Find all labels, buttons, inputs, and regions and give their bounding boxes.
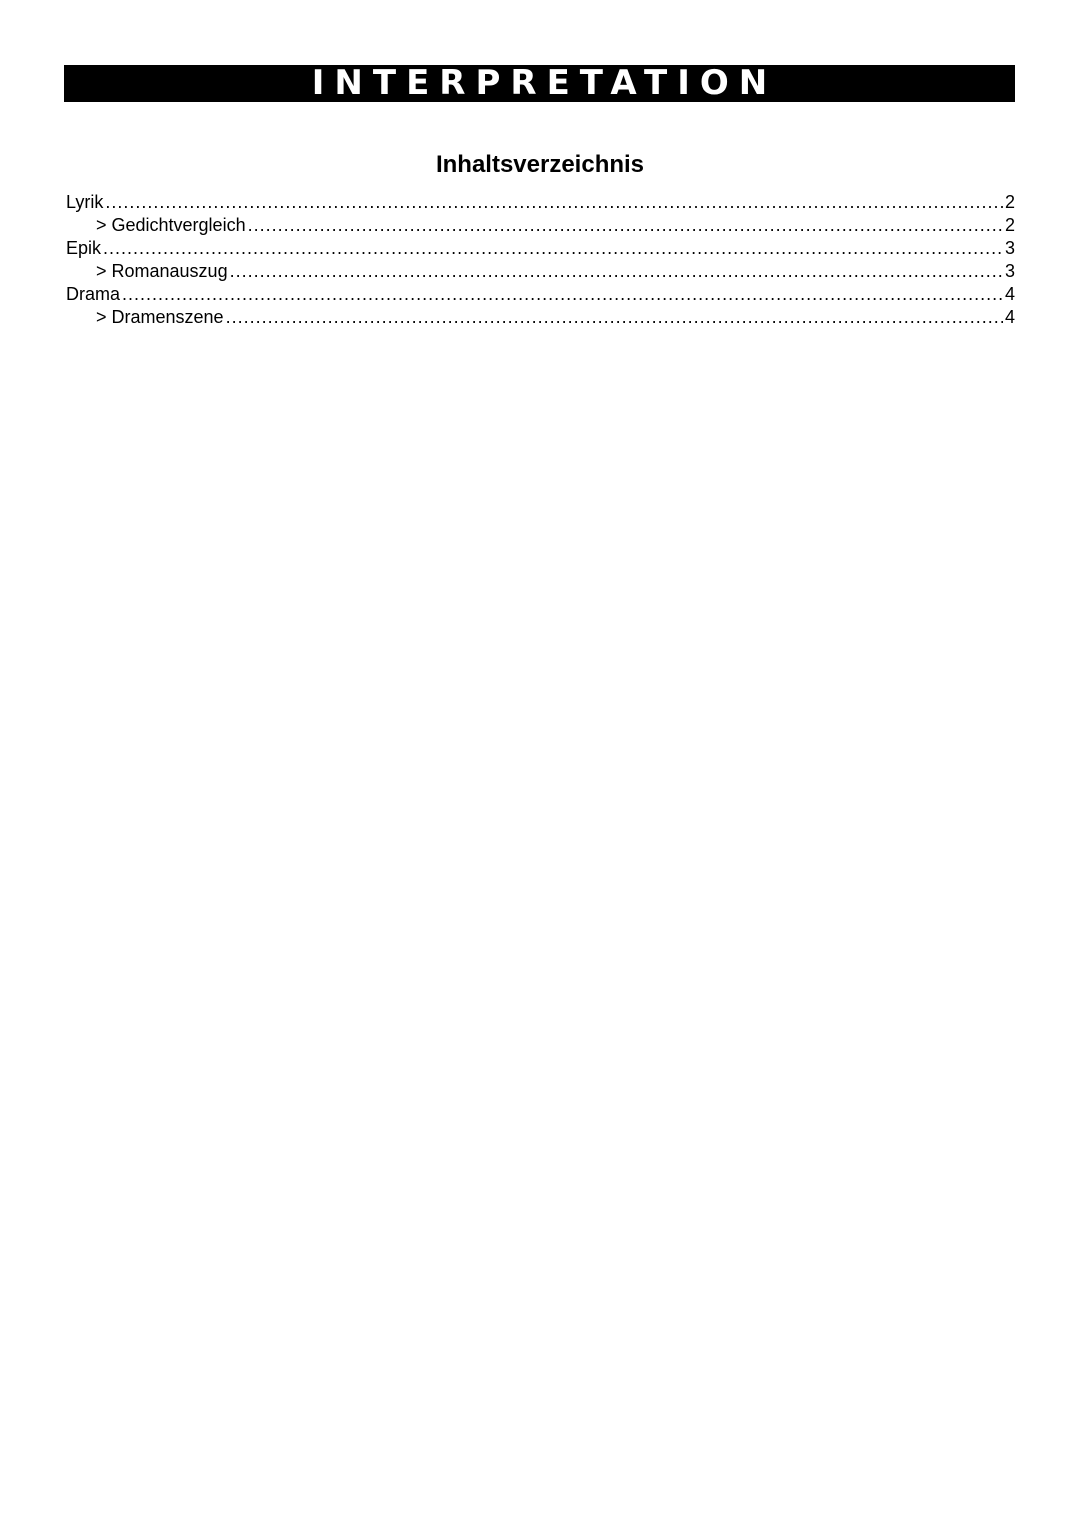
dot-leader [226, 306, 1003, 329]
document-title: INTERPRETATION [311, 63, 778, 103]
dot-leader [230, 260, 1003, 283]
dot-leader [248, 214, 1003, 237]
toc-entry-lyrik[interactable] [66, 191, 1015, 214]
toc-entry-page: 4 [1004, 284, 1015, 304]
toc-entry-drama[interactable] [66, 283, 1015, 306]
title-banner [64, 65, 1015, 102]
toc-entry-dramenszene[interactable] [66, 306, 1015, 329]
toc-entry-page: 2 [1004, 215, 1015, 235]
toc-entry-label: Drama [66, 284, 121, 304]
toc-entry-page: 2 [1004, 192, 1015, 212]
toc-entry-label: > Romanauszug [96, 261, 228, 281]
dot-leader [103, 237, 1003, 260]
toc-entry-label: > Dramenszene [96, 307, 224, 327]
dot-leader [122, 283, 1003, 306]
toc-entry-page: 4 [1004, 307, 1015, 327]
toc-entry-label: Lyrik [66, 192, 104, 212]
toc-entry-label: > Gedichtvergleich [96, 215, 246, 235]
toc-entry-romanauszug[interactable] [66, 260, 1015, 283]
toc-entry-gedichtvergleich[interactable] [66, 214, 1015, 237]
dot-leader [105, 191, 1003, 214]
toc-entry-page: 3 [1004, 261, 1015, 281]
toc-entry-page: 3 [1004, 238, 1015, 258]
toc-entry-epik[interactable] [66, 237, 1015, 260]
toc-entry-label: Epik [66, 238, 102, 258]
table-of-contents [66, 191, 1015, 329]
toc-heading: Inhaltsverzeichnis [435, 151, 645, 178]
